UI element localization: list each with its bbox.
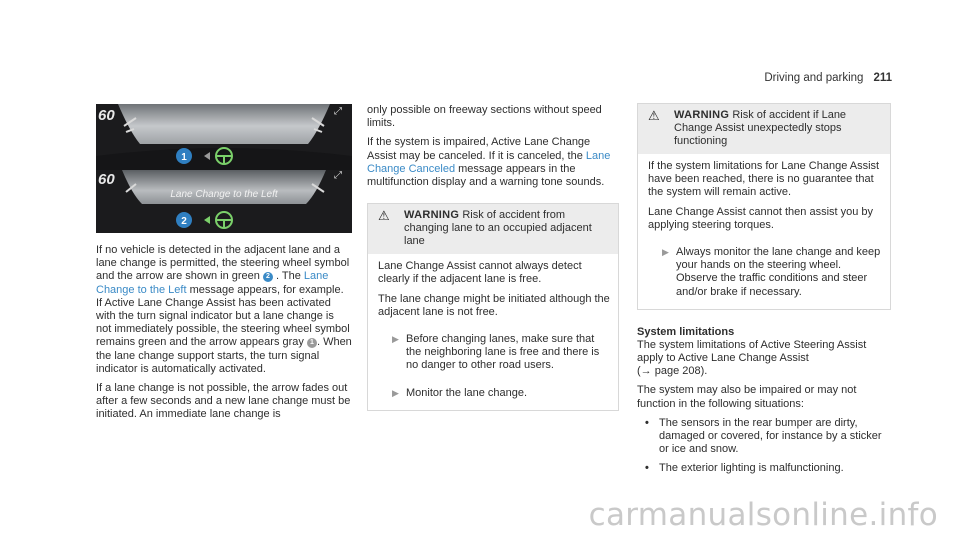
list-item (637, 462, 891, 475)
paragraph-impaired-situations: The system may also be impaired or may not function in the following situations: (637, 384, 857, 410)
warning-text: If the system limitations for Lane Change Assist have been reached, there is no guarantee that the system will remain active. (648, 160, 880, 199)
warning-header (368, 204, 618, 254)
bullet-icon: • (645, 462, 649, 475)
column-right (637, 103, 891, 482)
warning-body (368, 254, 618, 410)
warning-box-stops-functioning (637, 103, 891, 310)
text: message appears, for example. If Active Lane Change Assist has been activated with the turn signal indicator but a lane change is not immediately possible, the steering wheel symbol remains green and the arrow appears gray (96, 283, 350, 349)
section-title: Driving and parking (764, 72, 864, 84)
text: . When the lane change support starts, the turn signal indicator is automatically activated. (96, 336, 352, 375)
text: message appears in the multifunction display and a warning tone sounds. (367, 162, 605, 189)
text: If no vehicle is detected in the adjacent lane and a lane change is permitted, the steering wheel symbol and the arrow are shown in green (96, 244, 350, 283)
list-item-text: The sensors in the rear bumper are dirty, damaged or covered, for instance by a sticker or ice and snow. (659, 416, 882, 456)
warning-title: Risk of accident from changing lane to an occupied adjacent lane (404, 209, 592, 248)
page-header (764, 72, 892, 84)
callout-2-label: 2 (181, 216, 187, 227)
warning-triangle-icon: ⚠ (378, 208, 390, 224)
instruction-step (648, 246, 882, 299)
warning-header (638, 104, 890, 154)
warning-triangle-icon: ⚠ (648, 108, 660, 123)
message-link-lane-change-canceled[interactable]: Lane Change Canceled (367, 149, 611, 175)
bullet-icon: • (645, 416, 649, 429)
dashboard-figure (96, 104, 352, 233)
warning-box-occupied-lane (367, 203, 619, 411)
system-limitations-section (637, 326, 891, 476)
speed-label-top: 60 (98, 107, 115, 124)
message-link-lane-change-left[interactable]: Lane Change to the Left (96, 270, 329, 296)
warning-text: Lane Change Assist cannot always detect clearly if the adjacent lane is free. (378, 260, 582, 286)
paragraph-freeway: only possible on freeway sections without speed limits. (367, 104, 602, 130)
paragraph-lane-change-not-possible: If a lane change is not possible, the arrow fades out after a few seconds and a new lane change must be initiated. An immediate lane change is (96, 382, 351, 421)
section-heading: System limitations (637, 325, 735, 338)
column-left (96, 244, 352, 428)
list-item-text: The exterior lighting is malfunctioning. (659, 462, 844, 475)
callout-ref-2: 2 (263, 272, 273, 282)
warning-body (638, 154, 890, 309)
paragraph-lane-change-permitted (96, 244, 352, 376)
warning-label: WARNING (674, 109, 730, 121)
paragraph-limitations (637, 339, 891, 379)
page-number: 211 (873, 72, 892, 84)
warning-title: Risk of accident if Lane Change Assist unexpectedly stops functioning (674, 109, 847, 147)
gauge-arrow-icon: ⤢ (334, 170, 342, 181)
speed-label-bottom: 60 (98, 171, 115, 188)
column-middle (367, 104, 619, 411)
page-reference-link[interactable]: (→ page 208). (637, 365, 708, 378)
text: If the system is impaired, Active Lane Change Assist may be canceled. If it is canceled, the (367, 136, 591, 162)
callout-ref-1: 1 (307, 338, 317, 348)
lane-change-message: Lane Change to the Left (170, 189, 278, 200)
step-arrow-icon: ▶ (392, 334, 399, 345)
list-item (637, 417, 891, 457)
step-text: Monitor the lane change. (406, 386, 528, 399)
text: . The (272, 270, 304, 283)
step-text: Always monitor the lane change and keep your hands on the steering wheel. Observe the traffic conditions and steer and/or brake if necessary. (676, 246, 881, 298)
step-arrow-icon: ▶ (662, 247, 669, 258)
warning-label: WARNING (404, 209, 460, 222)
step-arrow-icon: ▶ (392, 387, 399, 398)
warning-text: The lane change might be initiated although the adjacent lane is not free. (378, 292, 610, 318)
step-text: Before changing lanes, make sure that the neighboring lane is free and there is no danger to other road users. (406, 333, 600, 372)
text: The system limitations of Active Steering Assist apply to Active Lane Change Assist (637, 338, 867, 365)
gauge-arrow-icon: ⤢ (334, 106, 342, 117)
instruction-step (378, 387, 610, 400)
paragraph-impaired (367, 136, 619, 189)
callout-1-label: 1 (181, 152, 187, 163)
watermark: carmanualsonline.info (588, 497, 938, 533)
warning-text: Lane Change Assist cannot then assist you by applying steering torques. (648, 205, 874, 231)
instruction-step (378, 333, 610, 373)
